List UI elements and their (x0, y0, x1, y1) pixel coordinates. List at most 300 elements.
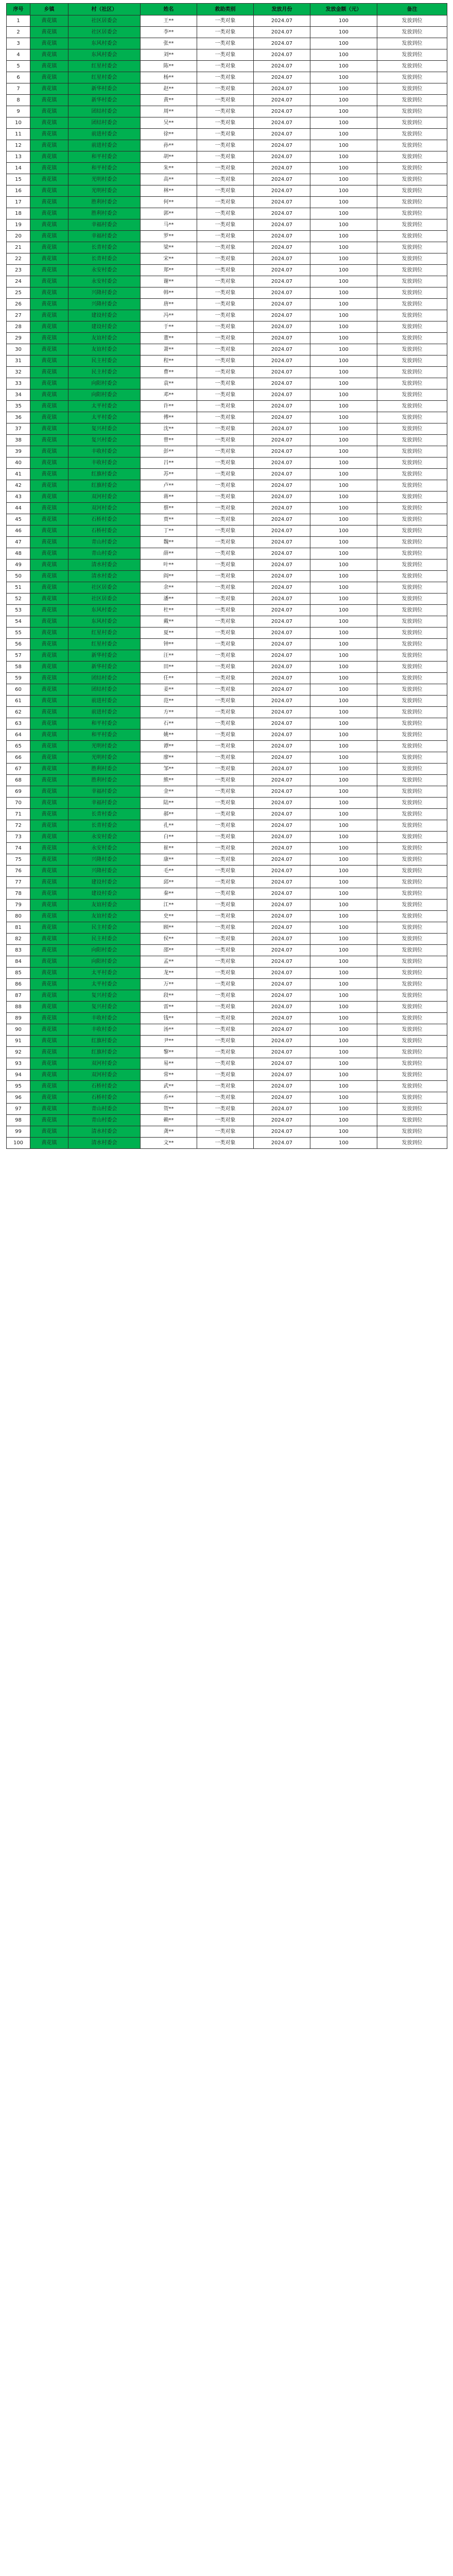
cell-note: 发放到位 (377, 355, 447, 367)
cell-category: 一类对象 (197, 27, 254, 38)
cell-month: 2024.07 (254, 287, 310, 299)
table-row (7, 537, 447, 548)
cell-name: 彭** (141, 446, 197, 457)
cell-category: 一类对象 (197, 423, 254, 435)
cell-note: 发放到位 (377, 990, 447, 1002)
cell-town: 黄花镇 (30, 231, 68, 242)
cell-note: 发放到位 (377, 197, 447, 208)
cell-amount: 100 (310, 174, 377, 185)
cell-name: 沈** (141, 423, 197, 435)
cell-month: 2024.07 (254, 809, 310, 820)
cell-village: 和平村委会 (68, 163, 141, 174)
cell-name: 杜** (141, 605, 197, 616)
cell-note: 发放到位 (377, 911, 447, 922)
cell-category: 一类对象 (197, 457, 254, 469)
cell-category: 一类对象 (197, 95, 254, 106)
cell-town: 黄花镇 (30, 888, 68, 900)
table-row (7, 707, 447, 718)
cell-name: 汪** (141, 650, 197, 662)
table-row (7, 117, 447, 129)
cell-month: 2024.07 (254, 990, 310, 1002)
cell-month: 2024.07 (254, 231, 310, 242)
table-row (7, 389, 447, 401)
cell-month: 2024.07 (254, 208, 310, 219)
cell-index: 69 (7, 786, 30, 798)
cell-category: 一类对象 (197, 514, 254, 526)
spreadsheet (6, 3, 447, 1149)
table-row (7, 174, 447, 185)
cell-note: 发放到位 (377, 1081, 447, 1092)
cell-name: 陈** (141, 61, 197, 72)
cell-name: 武** (141, 1081, 197, 1092)
cell-town: 黄花镇 (30, 911, 68, 922)
cell-town: 黄花镇 (30, 820, 68, 832)
table-row (7, 129, 447, 140)
cell-town: 黄花镇 (30, 412, 68, 423)
cell-index: 91 (7, 1036, 30, 1047)
cell-month: 2024.07 (254, 355, 310, 367)
cell-name: 曾** (141, 435, 197, 446)
cell-note: 发放到位 (377, 480, 447, 492)
cell-index: 100 (7, 1138, 30, 1149)
cell-town: 黄花镇 (30, 469, 68, 480)
cell-month: 2024.07 (254, 968, 310, 979)
cell-month: 2024.07 (254, 389, 310, 401)
table-row (7, 276, 447, 287)
cell-town: 黄花镇 (30, 163, 68, 174)
cell-note: 发放到位 (377, 151, 447, 163)
cell-index: 31 (7, 355, 30, 367)
table-row (7, 492, 447, 503)
cell-village: 清水村委会 (68, 571, 141, 582)
cell-note: 发放到位 (377, 469, 447, 480)
cell-note: 发放到位 (377, 185, 447, 197)
cell-town: 黄花镇 (30, 208, 68, 219)
cell-note: 发放到位 (377, 367, 447, 378)
cell-amount: 100 (310, 616, 377, 628)
cell-note: 发放到位 (377, 775, 447, 786)
cell-note: 发放到位 (377, 503, 447, 514)
cell-village: 前进村委会 (68, 140, 141, 151)
cell-name: 顾** (141, 922, 197, 934)
cell-village: 青山村委会 (68, 1115, 141, 1126)
table-row (7, 61, 447, 72)
cell-town: 黄花镇 (30, 219, 68, 231)
cell-amount: 100 (310, 968, 377, 979)
cell-village: 红星村委会 (68, 61, 141, 72)
cell-index: 96 (7, 1092, 30, 1104)
cell-note: 发放到位 (377, 401, 447, 412)
cell-category: 一类对象 (197, 888, 254, 900)
cell-index: 40 (7, 457, 30, 469)
cell-name: 何** (141, 197, 197, 208)
cell-note: 发放到位 (377, 378, 447, 389)
table-row (7, 1013, 447, 1024)
cell-amount: 100 (310, 299, 377, 310)
cell-name: 冯** (141, 310, 197, 321)
cell-month: 2024.07 (254, 752, 310, 764)
cell-village: 和平村委会 (68, 718, 141, 730)
cell-category: 一类对象 (197, 741, 254, 752)
table-row (7, 696, 447, 707)
cell-month: 2024.07 (254, 1024, 310, 1036)
cell-index: 5 (7, 61, 30, 72)
cell-village: 红星村委会 (68, 628, 141, 639)
cell-village: 光明村委会 (68, 185, 141, 197)
table-row (7, 798, 447, 809)
cell-month: 2024.07 (254, 820, 310, 832)
header-row (7, 4, 447, 15)
cell-village: 红旗村委会 (68, 480, 141, 492)
cell-category: 一类对象 (197, 820, 254, 832)
cell-name: 黄** (141, 95, 197, 106)
cell-amount: 100 (310, 287, 377, 299)
cell-amount: 100 (310, 61, 377, 72)
cell-town: 黄花镇 (30, 1115, 68, 1126)
cell-index: 42 (7, 480, 30, 492)
cell-town: 黄花镇 (30, 503, 68, 514)
table-row (7, 469, 447, 480)
cell-note: 发放到位 (377, 208, 447, 219)
cell-name: 侯** (141, 934, 197, 945)
cell-category: 一类对象 (197, 106, 254, 117)
cell-amount: 100 (310, 83, 377, 95)
cell-index: 97 (7, 1104, 30, 1115)
cell-note: 发放到位 (377, 900, 447, 911)
cell-month: 2024.07 (254, 321, 310, 333)
table-row (7, 208, 447, 219)
cell-month: 2024.07 (254, 1070, 310, 1081)
table-row (7, 582, 447, 594)
table-row (7, 1058, 447, 1070)
cell-note: 发放到位 (377, 741, 447, 752)
cell-village: 太平村委会 (68, 401, 141, 412)
cell-index: 4 (7, 49, 30, 61)
cell-amount: 100 (310, 151, 377, 163)
cell-town: 黄花镇 (30, 628, 68, 639)
cell-amount: 100 (310, 560, 377, 571)
cell-village: 清水村委会 (68, 1126, 141, 1138)
table-row (7, 423, 447, 435)
cell-month: 2024.07 (254, 696, 310, 707)
cell-category: 一类对象 (197, 990, 254, 1002)
cell-name: 尹** (141, 1036, 197, 1047)
cell-note: 发放到位 (377, 934, 447, 945)
cell-category: 一类对象 (197, 1081, 254, 1092)
cell-index: 98 (7, 1115, 30, 1126)
cell-town: 黄花镇 (30, 548, 68, 560)
cell-town: 黄花镇 (30, 537, 68, 548)
cell-name: 曹** (141, 367, 197, 378)
cell-town: 黄花镇 (30, 605, 68, 616)
cell-category: 一类对象 (197, 185, 254, 197)
cell-village: 石桥村委会 (68, 514, 141, 526)
table-row (7, 435, 447, 446)
cell-name: 白** (141, 832, 197, 843)
cell-index: 54 (7, 616, 30, 628)
cell-category: 一类对象 (197, 265, 254, 276)
cell-town: 黄花镇 (30, 492, 68, 503)
table-row (7, 163, 447, 174)
cell-category: 一类对象 (197, 1115, 254, 1126)
cell-name: 余** (141, 582, 197, 594)
cell-index: 20 (7, 231, 30, 242)
cell-note: 发放到位 (377, 242, 447, 253)
cell-month: 2024.07 (254, 117, 310, 129)
cell-village: 长青村委会 (68, 253, 141, 265)
cell-name: 孔** (141, 820, 197, 832)
cell-town: 黄花镇 (30, 922, 68, 934)
table-row (7, 412, 447, 423)
cell-name: 孟** (141, 956, 197, 968)
cell-note: 发放到位 (377, 1002, 447, 1013)
cell-name: 常** (141, 1070, 197, 1081)
cell-village: 永安村委会 (68, 276, 141, 287)
cell-town: 黄花镇 (30, 843, 68, 854)
cell-town: 黄花镇 (30, 1047, 68, 1058)
cell-index: 6 (7, 72, 30, 83)
cell-index: 30 (7, 344, 30, 355)
cell-category: 一类对象 (197, 673, 254, 684)
cell-village: 社区居委会 (68, 15, 141, 27)
table-row (7, 15, 447, 27)
cell-amount: 100 (310, 707, 377, 718)
cell-category: 一类对象 (197, 231, 254, 242)
table-row (7, 378, 447, 389)
cell-name: 阎** (141, 571, 197, 582)
cell-village: 社区居委会 (68, 27, 141, 38)
cell-amount: 100 (310, 503, 377, 514)
table-row (7, 185, 447, 197)
cell-name: 周** (141, 106, 197, 117)
cell-name: 汤** (141, 1024, 197, 1036)
cell-amount: 100 (310, 480, 377, 492)
table-row (7, 287, 447, 299)
cell-town: 黄花镇 (30, 809, 68, 820)
cell-name: 蔡** (141, 503, 197, 514)
cell-note: 发放到位 (377, 877, 447, 888)
cell-village: 复兴村委会 (68, 435, 141, 446)
cell-month: 2024.07 (254, 945, 310, 956)
table-row (7, 616, 447, 628)
cell-index: 90 (7, 1024, 30, 1036)
cell-amount: 100 (310, 1115, 377, 1126)
cell-name: 于** (141, 321, 197, 333)
cell-town: 黄花镇 (30, 990, 68, 1002)
cell-category: 一类对象 (197, 1036, 254, 1047)
cell-amount: 100 (310, 117, 377, 129)
cell-name: 段** (141, 990, 197, 1002)
table-row (7, 718, 447, 730)
cell-category: 一类对象 (197, 49, 254, 61)
cell-town: 黄花镇 (30, 1070, 68, 1081)
cell-month: 2024.07 (254, 140, 310, 151)
cell-amount: 100 (310, 276, 377, 287)
cell-village: 丰收村委会 (68, 446, 141, 457)
cell-name: 王** (141, 15, 197, 27)
cell-town: 黄花镇 (30, 650, 68, 662)
cell-name: 吴** (141, 117, 197, 129)
table-row (7, 514, 447, 526)
cell-amount: 100 (310, 208, 377, 219)
cell-category: 一类对象 (197, 367, 254, 378)
cell-amount: 100 (310, 934, 377, 945)
cell-village: 红旗村委会 (68, 1036, 141, 1047)
cell-category: 一类对象 (197, 662, 254, 673)
cell-category: 一类对象 (197, 582, 254, 594)
cell-month: 2024.07 (254, 49, 310, 61)
cell-category: 一类对象 (197, 764, 254, 775)
cell-village: 清水村委会 (68, 560, 141, 571)
cell-note: 发放到位 (377, 1070, 447, 1081)
cell-index: 70 (7, 798, 30, 809)
cell-name: 邓** (141, 389, 197, 401)
cell-month: 2024.07 (254, 548, 310, 560)
cell-town: 黄花镇 (30, 945, 68, 956)
cell-month: 2024.07 (254, 378, 310, 389)
cell-month: 2024.07 (254, 775, 310, 786)
cell-index: 53 (7, 605, 30, 616)
cell-village: 兴隆村委会 (68, 854, 141, 866)
cell-town: 黄花镇 (30, 355, 68, 367)
cell-index: 39 (7, 446, 30, 457)
cell-month: 2024.07 (254, 582, 310, 594)
table-row (7, 548, 447, 560)
cell-amount: 100 (310, 662, 377, 673)
cell-amount: 100 (310, 265, 377, 276)
cell-index: 15 (7, 174, 30, 185)
cell-month: 2024.07 (254, 174, 310, 185)
cell-amount: 100 (310, 832, 377, 843)
cell-amount: 100 (310, 310, 377, 321)
cell-amount: 100 (310, 605, 377, 616)
cell-town: 黄花镇 (30, 956, 68, 968)
cell-note: 发放到位 (377, 1092, 447, 1104)
table-row (7, 945, 447, 956)
cell-village: 复兴村委会 (68, 990, 141, 1002)
cell-category: 一类对象 (197, 1047, 254, 1058)
cell-town: 黄花镇 (30, 72, 68, 83)
cell-name: 范** (141, 696, 197, 707)
cell-village: 团结村委会 (68, 673, 141, 684)
cell-village: 红星村委会 (68, 639, 141, 650)
cell-name: 林** (141, 185, 197, 197)
cell-name: 史** (141, 911, 197, 922)
cell-village: 和平村委会 (68, 730, 141, 741)
cell-index: 7 (7, 83, 30, 95)
cell-village: 丰收村委会 (68, 1024, 141, 1036)
cell-village: 光明村委会 (68, 741, 141, 752)
cell-index: 51 (7, 582, 30, 594)
cell-town: 黄花镇 (30, 696, 68, 707)
cell-month: 2024.07 (254, 242, 310, 253)
table-row (7, 968, 447, 979)
cell-month: 2024.07 (254, 95, 310, 106)
cell-category: 一类对象 (197, 38, 254, 49)
cell-town: 黄花镇 (30, 27, 68, 38)
cell-name: 夏** (141, 628, 197, 639)
cell-village: 胜利村委会 (68, 208, 141, 219)
cell-amount: 100 (310, 628, 377, 639)
relief-table (6, 3, 447, 1149)
cell-month: 2024.07 (254, 457, 310, 469)
cell-name: 邹** (141, 764, 197, 775)
cell-village: 石桥村委会 (68, 1092, 141, 1104)
cell-amount: 100 (310, 253, 377, 265)
cell-category: 一类对象 (197, 344, 254, 355)
cell-village: 向阳村委会 (68, 945, 141, 956)
cell-note: 发放到位 (377, 423, 447, 435)
cell-note: 发放到位 (377, 140, 447, 151)
cell-name: 杨** (141, 72, 197, 83)
cell-amount: 100 (310, 1058, 377, 1070)
cell-index: 77 (7, 877, 30, 888)
cell-month: 2024.07 (254, 27, 310, 38)
cell-category: 一类对象 (197, 1070, 254, 1081)
table-row (7, 72, 447, 83)
cell-village: 社区居委会 (68, 582, 141, 594)
cell-month: 2024.07 (254, 741, 310, 752)
cell-category: 一类对象 (197, 140, 254, 151)
cell-village: 东风村委会 (68, 616, 141, 628)
cell-index: 61 (7, 696, 30, 707)
table-row (7, 900, 447, 911)
cell-name: 钱** (141, 1013, 197, 1024)
cell-month: 2024.07 (254, 526, 310, 537)
cell-town: 黄花镇 (30, 684, 68, 696)
cell-name: 李** (141, 27, 197, 38)
cell-town: 黄花镇 (30, 253, 68, 265)
table-row (7, 843, 447, 854)
cell-town: 黄花镇 (30, 1036, 68, 1047)
cell-month: 2024.07 (254, 185, 310, 197)
cell-amount: 100 (310, 15, 377, 27)
cell-name: 易** (141, 1058, 197, 1070)
cell-town: 黄花镇 (30, 423, 68, 435)
cell-index: 35 (7, 401, 30, 412)
table-row (7, 820, 447, 832)
cell-village: 建设村委会 (68, 877, 141, 888)
cell-amount: 100 (310, 401, 377, 412)
cell-amount: 100 (310, 412, 377, 423)
cell-note: 发放到位 (377, 752, 447, 764)
cell-note: 发放到位 (377, 299, 447, 310)
cell-category: 一类对象 (197, 945, 254, 956)
cell-category: 一类对象 (197, 1013, 254, 1024)
cell-note: 发放到位 (377, 560, 447, 571)
cell-month: 2024.07 (254, 1058, 310, 1070)
cell-name: 高** (141, 174, 197, 185)
cell-town: 黄花镇 (30, 832, 68, 843)
cell-amount: 100 (310, 718, 377, 730)
cell-index: 55 (7, 628, 30, 639)
cell-town: 黄花镇 (30, 457, 68, 469)
cell-note: 发放到位 (377, 129, 447, 140)
cell-note: 发放到位 (377, 310, 447, 321)
cell-month: 2024.07 (254, 367, 310, 378)
cell-category: 一类对象 (197, 287, 254, 299)
cell-village: 新华村委会 (68, 662, 141, 673)
cell-category: 一类对象 (197, 389, 254, 401)
cell-note: 发放到位 (377, 83, 447, 95)
cell-amount: 100 (310, 696, 377, 707)
cell-town: 黄花镇 (30, 95, 68, 106)
cell-village: 红星村委会 (68, 72, 141, 83)
cell-category: 一类对象 (197, 83, 254, 95)
cell-index: 10 (7, 117, 30, 129)
cell-village: 新华村委会 (68, 95, 141, 106)
cell-note: 发放到位 (377, 594, 447, 605)
